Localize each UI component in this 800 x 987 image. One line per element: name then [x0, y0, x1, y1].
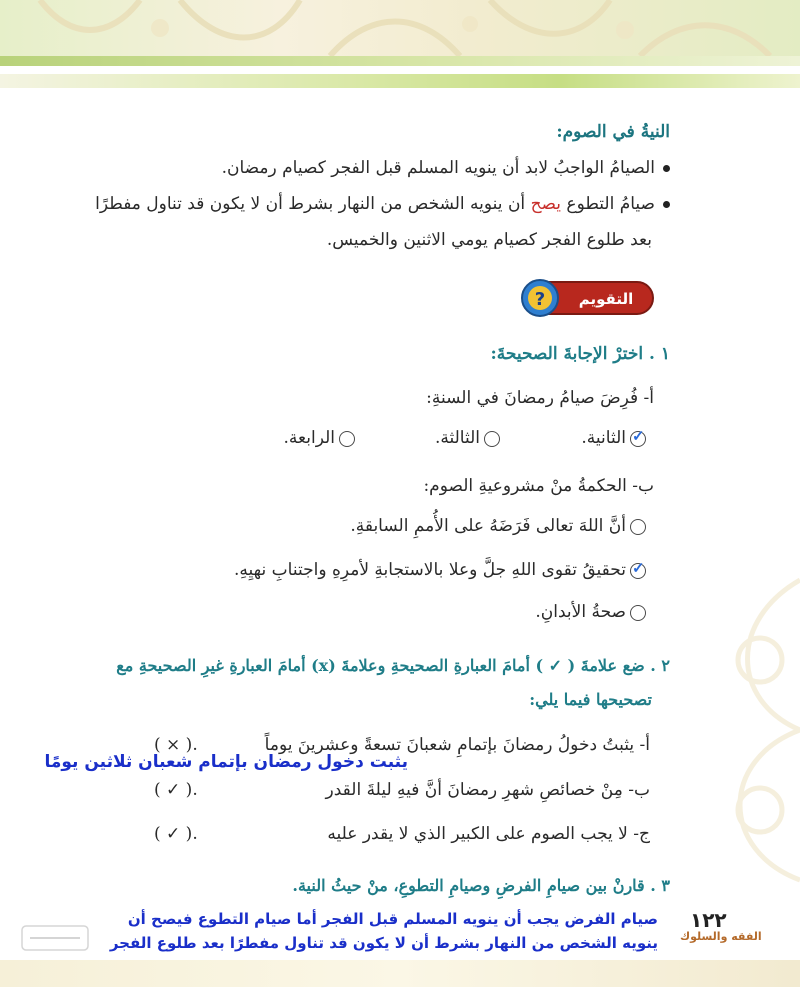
question-1b-text: ب- الحكمةُ منْ مشروعيةِ الصوم: [423, 476, 654, 496]
radio-icon[interactable] [484, 431, 500, 447]
q1b-option-3-label: صحةُ الأبدانِ. [535, 602, 626, 622]
bullet-1-text: الصيامُ الواجبُ لابد أن ينويه المسلم قبل الفجر كصيام رمضان. [221, 158, 655, 178]
radio-icon[interactable] [630, 605, 646, 621]
radio-icon[interactable] [630, 519, 646, 535]
side-floral-ornament-icon [650, 560, 800, 890]
section-heading-intent: النيةُ في الصوم: [556, 122, 670, 142]
bullet-2-text-start: صيامُ التطوع [561, 194, 655, 214]
q2-item-a-mark: ( × ). [154, 735, 198, 755]
q1a-option-2[interactable] [435, 428, 500, 448]
q1b-option-3[interactable] [535, 602, 646, 622]
evaluation-badge [518, 278, 658, 318]
q3-answer-line2: ينويه الشخص من النهار بشرط أن لا يكون قد تناول مفطرًا بعد طلوع الفجر [109, 934, 658, 952]
question-1-title: ١ . اخترْ الإجابةَ الصحيحةَ: [490, 344, 670, 364]
page-number: ١٢٢ [690, 908, 727, 932]
bullet-item-2 [95, 194, 670, 214]
q2-item-c-text: ج- لا يجب الصوم على الكبير الذي لا يقدر عليه [327, 824, 650, 844]
question-1a-text: أ- فُرِضَ صيامُ رمضانَ في السنةِ: [426, 388, 654, 408]
q2-item-b-mark: ( ✓ ). [154, 780, 198, 800]
bullet-item-1 [222, 158, 670, 178]
question-3-title: ٣ . قارنْ بين صيامِ الفرضِ وصيامِ التطوعِ، منْ حيثُ النية. [292, 876, 670, 895]
q1b-option-1[interactable] [350, 516, 646, 536]
bullet-2-text-end: أن ينويه الشخص من النهار بشرط أن لا يكون قد تناول مفطرًا [95, 194, 531, 214]
question-2-title: ٢ . ضع علامةَ ( ✓ ) أمامَ العبارةِ الصحيحةِ وعلامةَ (x) أمامَ العبارةِ غيرِ الصحيحةِ مع [116, 656, 670, 675]
radio-checked-icon[interactable] [630, 431, 646, 447]
bullet-icon [663, 165, 670, 172]
q1a-option-3[interactable] [284, 428, 355, 448]
footer-ornament-band [0, 960, 800, 987]
q1b-option-2[interactable] [234, 560, 646, 580]
q1a-option-3-label: الرابعة. [283, 428, 335, 448]
q1b-option-2-label: تحقيقُ تقوى اللهِ جلَّ وعلا بالاستجابةِ لأمرِهِ واجتنابِ نهيِهِ. [234, 560, 626, 580]
q2-item-c-mark: ( ✓ ). [154, 824, 198, 844]
green-band-top [0, 56, 800, 66]
q1a-option-2-label: الثالثة. [434, 428, 480, 448]
question-2-title-line2: تصحيحها فيما يلي: [529, 690, 652, 709]
q2-item-b-text: ب- مِنْ خصائصِ شهرِ رمضانَ أنَّ فيهِ ليلةَ القدر [325, 780, 650, 800]
bullet-2-highlight: يصح [530, 194, 562, 214]
q1a-option-1[interactable] [581, 428, 646, 448]
q2-item-a-text: أ- يثبتُ دخولُ رمضانَ بإتمامِ شعبانَ تسعةً وعشرينَ يوماً [264, 735, 650, 755]
svg-text:?: ? [534, 289, 546, 310]
q2-item-a-correction: يثبت دخول رمضان بإتمام شعبان ثلاثين يومًا [44, 752, 408, 772]
green-band-bottom [0, 74, 800, 88]
radio-icon[interactable] [339, 431, 355, 447]
q1b-option-1-label: أنَّ اللهَ تعالى فَرَضَهُ على الأُممِ السابقةِ. [350, 516, 626, 536]
bullet-2-continuation: بعد طلوع الفجر كصيام يومي الاثنين والخميس. [326, 230, 652, 250]
q3-answer-line1: صيام الفرض يجب أن ينويه المسلم قبل الفجر أما صيام التطوع فيصح أن [127, 910, 658, 928]
badge-label: التقويم [578, 290, 634, 308]
radio-checked-icon[interactable] [630, 563, 646, 579]
q1a-option-1-label: الثانية. [581, 428, 626, 448]
subject-label: الفقه والسلوك [680, 930, 762, 943]
bullet-icon [663, 201, 670, 208]
publisher-watermark-icon [20, 918, 90, 958]
arabesque-ornament-icon [0, 0, 800, 56]
